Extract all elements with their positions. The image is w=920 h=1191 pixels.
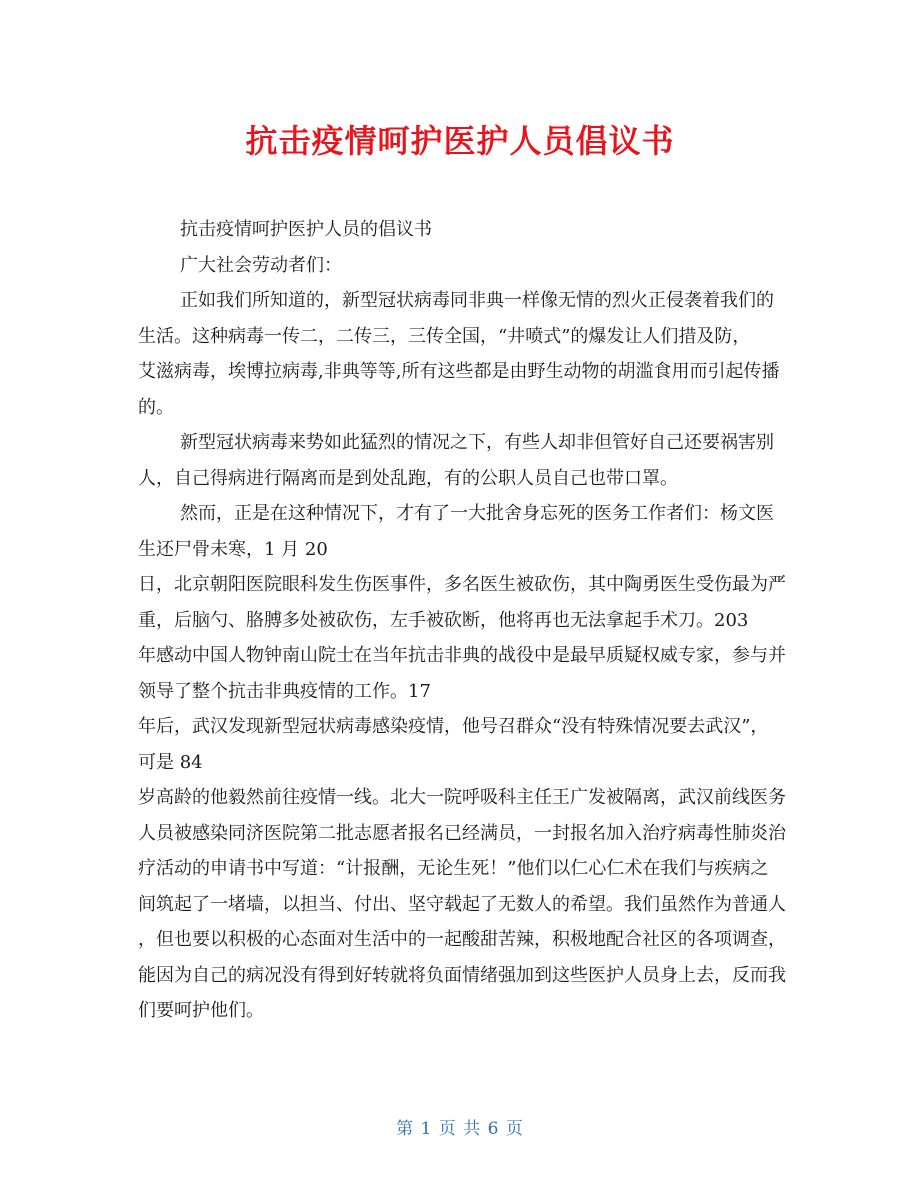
body-line: 人员被感染同济医院第二批志愿者报名已经满员，一封报名加入治疗病毒性肺炎治 <box>138 822 786 844</box>
body-line: 们要呵护他们。 <box>138 1000 264 1021</box>
page-footer: 第 1 页 共 6 页 <box>396 1119 524 1139</box>
document-body <box>138 212 788 1029</box>
body-line: ，但也要以积极的心态面对生活中的一起酸甜苦辣，积极地配合社区的各项调查， <box>138 929 786 950</box>
body-line: 可是 84 <box>138 751 203 773</box>
body-line: 人，自己得病进行隔离而是到处乱跑，有的公职人员自己也带口罩。 <box>138 467 678 489</box>
body-line: 岁高龄的他毅然前往疫情一线。北大一院呼吸科主任王广发被隔离，武汉前线医务 <box>138 787 786 808</box>
body-line: 能因为自己的病况没有得到好转就将负面情绪强加到这些医护人员身上去，反而我 <box>138 964 786 986</box>
body-line: 年感动中国人物钟南山院士在当年抗击非典的战役中是最早质疑权威专家，参与并 <box>138 645 786 666</box>
body-line: 生活。这种病毒一传二，二传三，三传全国，“井喷式”的爆发让人们措及防， <box>138 325 751 347</box>
body-line: 的。 <box>138 396 174 418</box>
body-line: 重，后脑勺、胳膊多处被砍伤，左手被砍断，他将再也无法拿起手术刀。203 <box>138 609 749 631</box>
body-line: 艾滋病毒，埃博拉病毒,非典等等,所有这些都是由野生动物的胡滥食用而引起传播 <box>138 361 780 382</box>
body-line: 间筑起了一堵墙，以担当、付出、坚守载起了无数人的希望。我们虽然作为普通人 <box>138 893 786 915</box>
body-line: 新型冠状病毒来势如此猛烈的情况之下，有些人却非但管好自己还要祸害别 <box>180 432 774 453</box>
body-line: 抗击疫情呵护医护人员的倡议书 <box>180 219 432 240</box>
document-title: 抗击疫情呵护医护人员倡议书 <box>245 122 675 160</box>
body-line: 疗活动的申请书中写道：“计报酬，无论生死！”他们以仁心仁术在我们与疾病之 <box>138 858 769 879</box>
body-line: 广大社会劳动者们： <box>180 254 342 276</box>
body-line: 日，北京朝阳医院眼科发生伤医事件，多名医生被砍伤，其中陶勇医生受伤最为严 <box>138 574 786 595</box>
body-line: 年后，武汉发现新型冠状病毒感染疫情，他号召群众“没有特殊情况要去武汉”， <box>138 716 769 737</box>
body-line: 领导了整个抗击非典疫情的工作。17 <box>138 680 431 702</box>
body-line: 正如我们所知道的，新型冠状病毒同非典一样像无情的烈火正侵袭着我们的 <box>180 290 774 311</box>
body-line: 然而，正是在这种情况下，才有了一大批舍身忘死的医务工作者们：杨文医 <box>180 503 774 524</box>
body-line: 生还尸骨未寒，1 月 20 <box>138 538 328 560</box>
